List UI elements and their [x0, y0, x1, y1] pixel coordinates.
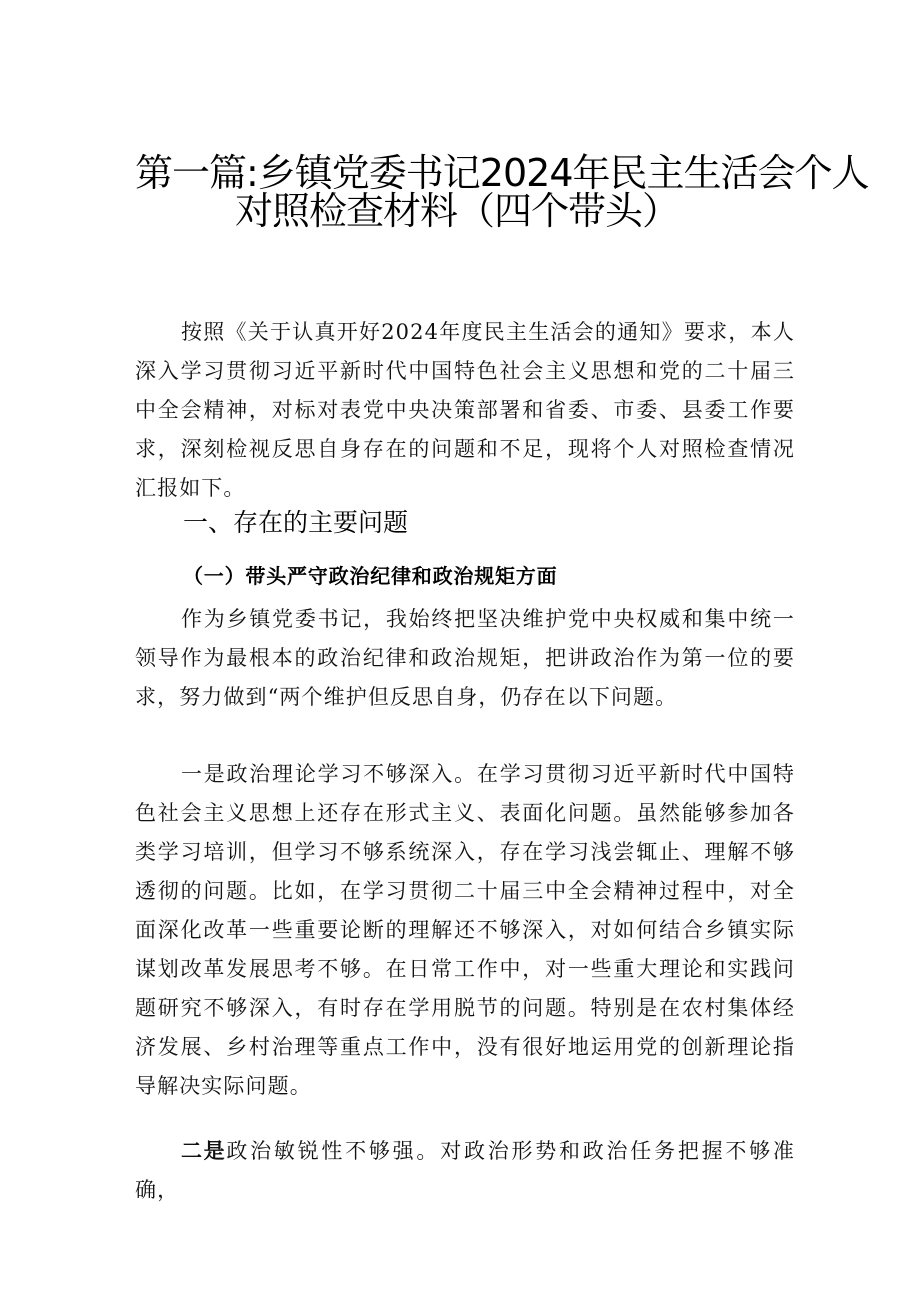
intro-paragraph: 按照《关于认真开好2024年度民主生活会的通知》要求，本人深入学习贯彻习近平新时代中国特色社会主义思想和党的二十届三中全会精神，对标对表党中央决策部署和省委、市委、县委工作要求，深刻检视反思自身存在的问题和不足，现将个人对照检查情况汇报如下。 — [135, 320, 795, 500]
document-title-line-1: 第一篇:乡镇党委书记2024年民主生活会个人 — [135, 151, 869, 195]
subsection-heading-political-discipline: （一）带头严守政治纪律和政治规矩方面 — [183, 564, 558, 588]
document-title-line-2: 对照检查材料（四个带头） — [235, 189, 680, 233]
paragraph-point-two — [135, 1132, 795, 1210]
paragraph-role: 作为乡镇党委书记，我始终把坚决维护党中央权威和集中统一领导作为最根本的政治纪律和政治规矩，把讲政治作为第一位的要求，努力做到“两个维护但反思自身，仍存在以下问题。 — [135, 607, 795, 709]
point-two-text: 政治敏锐性不够强。对政治形势和政治任务把握不够准确， — [135, 1139, 795, 1202]
point-two-lead: 二是 — [181, 1139, 227, 1163]
paragraph-point-one: 一是政治理论学习不够深入。在学习贯彻习近平新时代中国特色社会主义思想上还存在形式主义、表面化问题。虽然能够参加各类学习培训，但学习不够系统深入，存在学习浅尝辄止、理解不够透彻的问题。比如，在学习贯彻二十届三中全会精神过程中，对全面深化改革一些重要论断的理解还不够深入，对如何结合乡镇实际谋划改革发展思考不够。在日常工作中，对一些重大理论和实践问题研究不够深入，有时存在学用脱节的问题。特别是在农村集体经济发展、乡村治理等重点工作中，没有很好地运用党的创新理论指导解决实际问题。 — [135, 762, 795, 1098]
section-heading-problems: 一、存在的主要问题 — [183, 508, 409, 537]
